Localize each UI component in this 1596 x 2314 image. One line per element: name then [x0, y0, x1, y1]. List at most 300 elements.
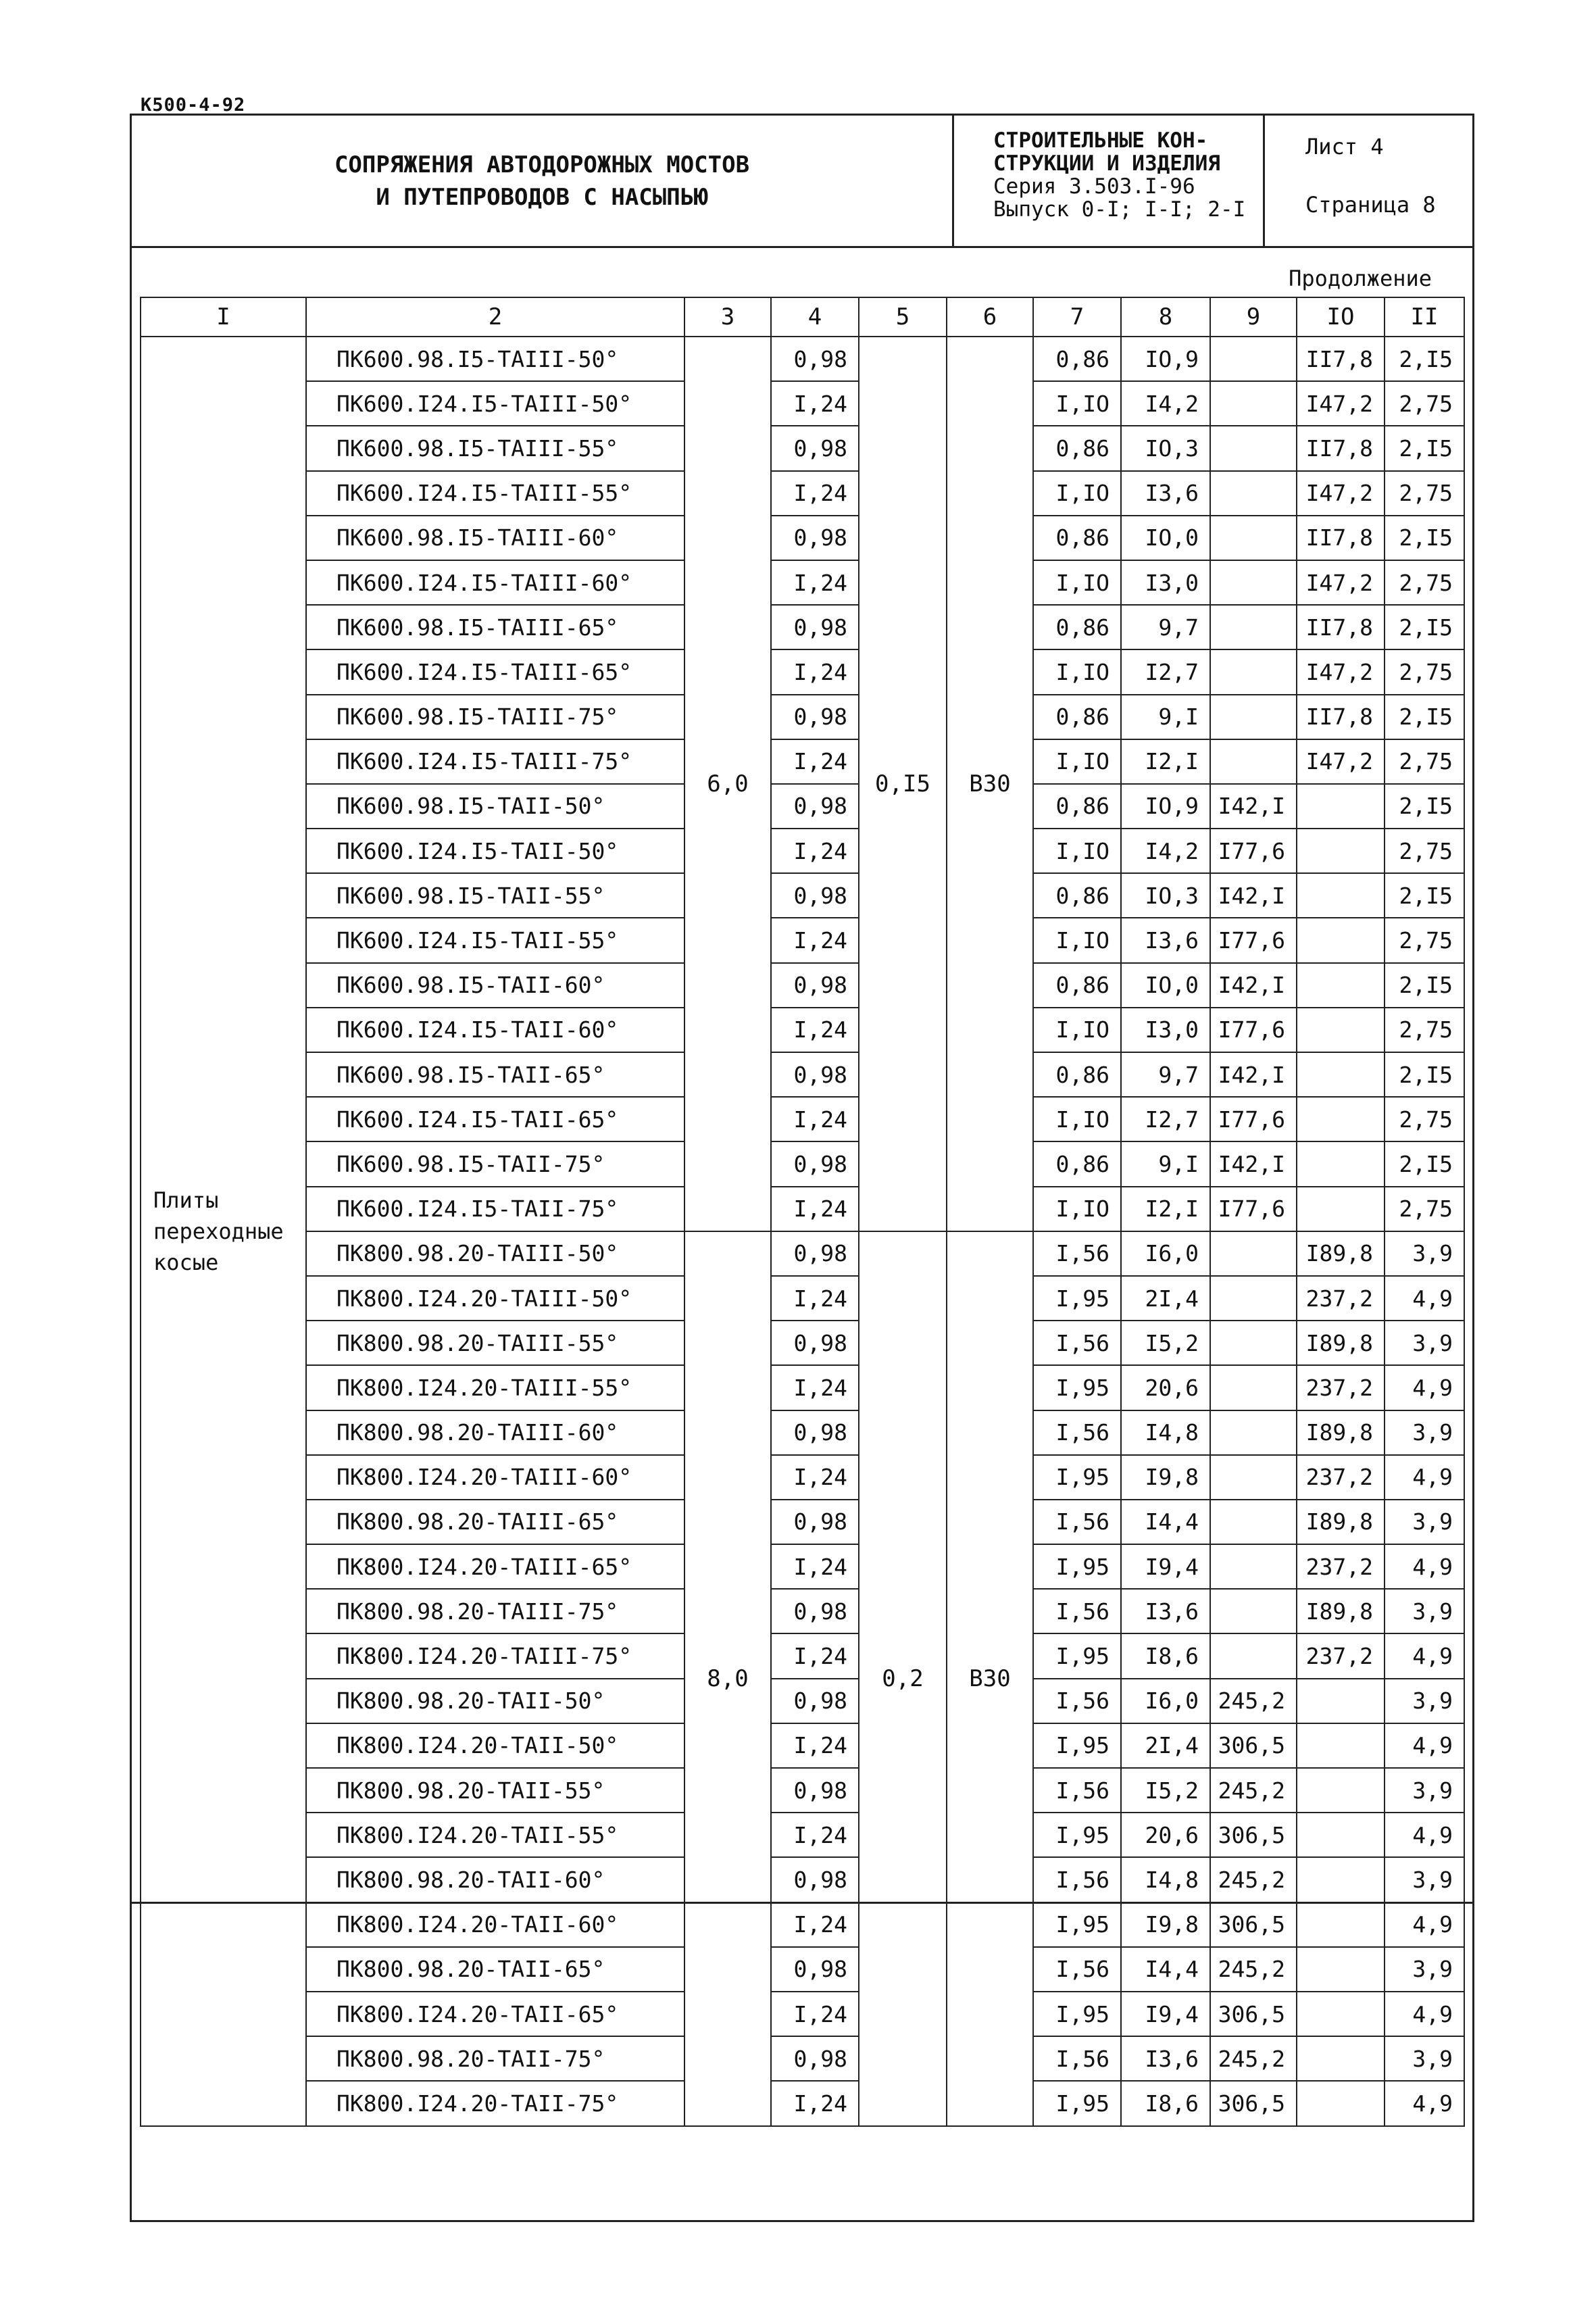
c8-cell: I8,6 [1121, 2081, 1210, 2125]
c9-cell [1210, 516, 1297, 560]
c8-cell: I3,6 [1121, 2036, 1210, 2081]
c11-cell: 3,9 [1385, 1768, 1464, 1813]
c4-cell: I,24 [771, 560, 859, 605]
c4-cell: 0,98 [771, 1410, 859, 1455]
c7-cell: I,IO [1033, 1187, 1121, 1231]
table-row [141, 605, 1464, 649]
mark-cell: ПК800.I24.20-ТАIII-75° [306, 1633, 684, 1678]
c10-cell [1297, 1097, 1385, 1141]
table-row [141, 873, 1464, 918]
c10-cell [1297, 1008, 1385, 1052]
c8-cell: I6,0 [1121, 1231, 1210, 1276]
c10-cell: II7,8 [1297, 426, 1385, 470]
table-row [141, 1544, 1464, 1589]
concrete-class-cell: B30 [947, 1231, 1033, 2126]
c11-cell: 2,I5 [1385, 1141, 1464, 1186]
c8-cell: IO,0 [1121, 963, 1210, 1008]
group-name-line: косые [153, 1249, 219, 1275]
c7-cell: I,56 [1033, 1231, 1121, 1276]
table-row [141, 1321, 1464, 1365]
table-row [141, 337, 1464, 381]
c8-cell: IO,9 [1121, 337, 1210, 381]
c9-cell: I77,6 [1210, 1008, 1297, 1052]
mark-cell: ПК600.98.I5-ТАIII-60° [306, 516, 684, 560]
c10-cell [1297, 1187, 1385, 1231]
c9-cell: I42,I [1210, 1141, 1297, 1186]
slab-length-cell: 8,0 [684, 1231, 771, 2126]
c10-cell: I89,8 [1297, 1589, 1385, 1633]
c9-cell [1210, 1365, 1297, 1410]
c7-cell: 0,86 [1033, 1052, 1121, 1097]
mark-cell: ПК800.98.20-ТАII-50° [306, 1679, 684, 1723]
c11-cell: 2,75 [1385, 739, 1464, 784]
c4-cell: I,24 [771, 1097, 859, 1141]
c7-cell: I,IO [1033, 739, 1121, 784]
mark-cell: ПК800.98.20-ТАIII-50° [306, 1231, 684, 1276]
header-row [141, 297, 1464, 337]
c4-cell: 0,98 [771, 1321, 859, 1365]
c4-cell: 0,98 [771, 1679, 859, 1723]
c8-cell: I9,8 [1121, 1455, 1210, 1500]
c9-cell: I42,I [1210, 1052, 1297, 1097]
document-code: K500-4-92 [141, 95, 246, 116]
c11-cell: 4,9 [1385, 1723, 1464, 1768]
c11-cell: 4,9 [1385, 1633, 1464, 1678]
mark-cell: ПК600.I24.I5-ТАII-50° [306, 829, 684, 873]
c9-cell [1210, 1500, 1297, 1544]
column-header-9: 9 [1210, 297, 1297, 337]
c8-cell: I3,6 [1121, 1589, 1210, 1633]
c7-cell: 0,86 [1033, 963, 1121, 1008]
table-row [141, 1768, 1464, 1813]
table-row [141, 1589, 1464, 1633]
c11-cell: 2,I5 [1385, 605, 1464, 649]
c11-cell: 2,75 [1385, 381, 1464, 426]
c7-cell: 0,86 [1033, 695, 1121, 739]
table-row [141, 1097, 1464, 1141]
c9-cell [1210, 337, 1297, 381]
mark-cell: ПК800.98.20-ТАII-60° [306, 1857, 684, 1902]
table-row [141, 1008, 1464, 1052]
column-header-7: 7 [1033, 297, 1121, 337]
c4-cell: I,24 [771, 829, 859, 873]
c4-cell: 0,98 [771, 1052, 859, 1097]
c4-cell: I,24 [771, 1455, 859, 1500]
c10-cell: I89,8 [1297, 1231, 1385, 1276]
c8-cell: 20,6 [1121, 1365, 1210, 1410]
c8-cell: I9,4 [1121, 1992, 1210, 2036]
c7-cell: I,IO [1033, 560, 1121, 605]
c7-cell: I,IO [1033, 918, 1121, 962]
table-row [141, 1723, 1464, 1768]
c11-cell: 2,75 [1385, 918, 1464, 962]
c8-cell: I9,4 [1121, 1544, 1210, 1589]
c9-cell [1210, 1589, 1297, 1633]
drawing-frame [130, 114, 1474, 2222]
sheet-number: Лист 4 [1305, 134, 1384, 159]
c4-cell: 0,98 [771, 1500, 859, 1544]
c4-cell: 0,98 [771, 1947, 859, 1992]
table-row [141, 381, 1464, 426]
table-row [141, 426, 1464, 470]
c4-cell: 0,98 [771, 695, 859, 739]
c7-cell: I,95 [1033, 1365, 1121, 1410]
c11-cell: 4,9 [1385, 1544, 1464, 1589]
mark-cell: ПК800.I24.20-ТАII-75° [306, 2081, 684, 2125]
c8-cell: 9,I [1121, 1141, 1210, 1186]
c11-cell: 2,I5 [1385, 963, 1464, 1008]
mark-cell: ПК600.I24.I5-ТАII-55° [306, 918, 684, 962]
c7-cell: 0,86 [1033, 873, 1121, 918]
c11-cell: 2,I5 [1385, 426, 1464, 470]
mark-cell: ПК800.I24.20-ТАIII-50° [306, 1276, 684, 1321]
c10-cell: II7,8 [1297, 695, 1385, 739]
group-name-line: переходные [153, 1218, 284, 1244]
mark-cell: ПК600.98.I5-ТАII-65° [306, 1052, 684, 1097]
c9-cell [1210, 1544, 1297, 1589]
c9-cell [1210, 649, 1297, 694]
mark-cell: ПК600.98.I5-ТАII-55° [306, 873, 684, 918]
c9-cell [1210, 1231, 1297, 1276]
table-row [141, 1679, 1464, 1723]
mark-cell: ПК600.98.I5-ТАIII-50° [306, 337, 684, 381]
c10-cell [1297, 784, 1385, 829]
series-line-2: СТРУКЦИИ И ИЗДЕЛИЯ [993, 151, 1220, 176]
c10-cell: II7,8 [1297, 605, 1385, 649]
table-row [141, 963, 1464, 1008]
table-row [141, 1410, 1464, 1455]
c4-cell: 0,98 [771, 516, 859, 560]
c4-cell: 0,98 [771, 605, 859, 649]
c7-cell: I,56 [1033, 1857, 1121, 1902]
page-number: Страница 8 [1305, 192, 1436, 218]
c7-cell: I,56 [1033, 1410, 1121, 1455]
title-block [132, 116, 1472, 248]
c10-cell [1297, 1813, 1385, 1857]
c11-cell: 3,9 [1385, 1321, 1464, 1365]
table-row [141, 1187, 1464, 1231]
c9-cell: I77,6 [1210, 1097, 1297, 1141]
table-row [141, 918, 1464, 962]
c8-cell: I2,7 [1121, 1097, 1210, 1141]
mark-cell: ПК600.I24.I5-ТАIII-50° [306, 381, 684, 426]
table-row [141, 695, 1464, 739]
mark-cell: ПК800.98.20-ТАIII-65° [306, 1500, 684, 1544]
c10-cell: I47,2 [1297, 739, 1385, 784]
mark-cell: ПК800.98.20-ТАII-65° [306, 1947, 684, 1992]
c10-cell: II7,8 [1297, 516, 1385, 560]
c4-cell: I,24 [771, 1365, 859, 1410]
table-row [141, 1500, 1464, 1544]
c7-cell: I,IO [1033, 1097, 1121, 1141]
c10-cell [1297, 1679, 1385, 1723]
c10-cell [1297, 918, 1385, 962]
c8-cell: 20,6 [1121, 1813, 1210, 1857]
c7-cell: 0,86 [1033, 337, 1121, 381]
c8-cell: I5,2 [1121, 1321, 1210, 1365]
c8-cell: 9,I [1121, 695, 1210, 739]
c8-cell: 9,7 [1121, 605, 1210, 649]
table-row [141, 1455, 1464, 1500]
table-row [141, 1813, 1464, 1857]
c9-cell [1210, 1410, 1297, 1455]
c7-cell: I,95 [1033, 1633, 1121, 1678]
title-line-1: СОПРЯЖЕНИЯ АВТОДОРОЖНЫХ МОСТОВ [334, 151, 750, 178]
table-row [141, 1141, 1464, 1186]
c8-cell: I4,4 [1121, 1500, 1210, 1544]
title-line-2: И ПУТЕПРОВОДОВ С НАСЫПЬЮ [376, 183, 708, 211]
c4-cell: I,24 [771, 649, 859, 694]
c11-cell: 3,9 [1385, 1679, 1464, 1723]
c8-cell: I9,8 [1121, 1902, 1210, 1947]
mark-cell: ПК800.98.20-ТАIII-60° [306, 1410, 684, 1455]
c11-cell: 3,9 [1385, 1857, 1464, 1902]
c9-cell [1210, 739, 1297, 784]
thickness-cell: 0,I5 [859, 337, 947, 1231]
c4-cell: I,24 [771, 381, 859, 426]
c4-cell: I,24 [771, 1187, 859, 1231]
column-header-10: IO [1297, 297, 1385, 337]
table-row [141, 1052, 1464, 1097]
c9-cell [1210, 381, 1297, 426]
c9-cell: 245,2 [1210, 1947, 1297, 1992]
table-row [141, 1633, 1464, 1678]
c8-cell: I2,I [1121, 739, 1210, 784]
c4-cell: 0,98 [771, 426, 859, 470]
mark-cell: ПК800.I24.20-ТАIII-60° [306, 1455, 684, 1500]
c11-cell: 2,75 [1385, 1097, 1464, 1141]
c9-cell [1210, 605, 1297, 649]
c8-cell: I4,2 [1121, 829, 1210, 873]
c10-cell: I89,8 [1297, 1500, 1385, 1544]
mark-cell: ПК800.I24.20-ТАII-60° [306, 1902, 684, 1947]
c11-cell: 2,75 [1385, 471, 1464, 516]
c11-cell: 3,9 [1385, 1589, 1464, 1633]
column-header-4: 4 [771, 297, 859, 337]
c4-cell: 0,98 [771, 963, 859, 1008]
series-block [954, 116, 1265, 246]
c7-cell: 0,86 [1033, 1141, 1121, 1186]
c10-cell: I47,2 [1297, 560, 1385, 605]
column-header-5: 5 [859, 297, 947, 337]
mark-cell: ПК600.98.I5-ТАII-60° [306, 963, 684, 1008]
c10-cell: 237,2 [1297, 1365, 1385, 1410]
c8-cell: 2I,4 [1121, 1276, 1210, 1321]
series-line-1: СТРОИТЕЛЬНЫЕ КОН- [993, 128, 1208, 153]
mark-cell: ПК600.I24.I5-ТАIII-60° [306, 560, 684, 605]
c11-cell: 3,9 [1385, 2036, 1464, 2081]
c10-cell: II7,8 [1297, 337, 1385, 381]
table-row [141, 471, 1464, 516]
group-name-cell [141, 337, 306, 2126]
c7-cell: I,95 [1033, 1992, 1121, 2036]
c10-cell: I89,8 [1297, 1410, 1385, 1455]
c9-cell [1210, 1633, 1297, 1678]
c7-cell: I,IO [1033, 1008, 1121, 1052]
c4-cell: I,24 [771, 1008, 859, 1052]
mark-cell: ПК600.98.I5-ТАIII-75° [306, 695, 684, 739]
c8-cell: I2,7 [1121, 649, 1210, 694]
c9-cell: I77,6 [1210, 1187, 1297, 1231]
c8-cell: I3,6 [1121, 918, 1210, 962]
c10-cell [1297, 1857, 1385, 1902]
mark-cell: ПК600.I24.I5-ТАII-60° [306, 1008, 684, 1052]
c8-cell: I6,0 [1121, 1679, 1210, 1723]
table-row [141, 1231, 1464, 1276]
c11-cell: 2,I5 [1385, 873, 1464, 918]
mark-cell: ПК800.98.20-ТАIII-55° [306, 1321, 684, 1365]
mark-cell: ПК800.I24.20-ТАII-55° [306, 1813, 684, 1857]
c11-cell: 3,9 [1385, 1231, 1464, 1276]
c11-cell: 4,9 [1385, 1902, 1464, 1947]
c7-cell: I,56 [1033, 2036, 1121, 2081]
group-name-line: Плиты [153, 1187, 219, 1213]
c10-cell: 237,2 [1297, 1455, 1385, 1500]
c4-cell: 0,98 [771, 1857, 859, 1902]
c4-cell: 0,98 [771, 2036, 859, 2081]
c11-cell: 4,9 [1385, 1813, 1464, 1857]
table-row [141, 516, 1464, 560]
c11-cell: 2,75 [1385, 1187, 1464, 1231]
c7-cell: I,95 [1033, 1276, 1121, 1321]
c10-cell: 237,2 [1297, 1544, 1385, 1589]
c9-cell: I42,I [1210, 784, 1297, 829]
c10-cell [1297, 1141, 1385, 1186]
blank-area [132, 1902, 1472, 2220]
table-row [141, 784, 1464, 829]
mark-cell: ПК600.I24.I5-ТАIII-65° [306, 649, 684, 694]
c9-cell: I77,6 [1210, 829, 1297, 873]
mark-cell: ПК800.I24.20-ТАIII-55° [306, 1365, 684, 1410]
table-row [141, 1857, 1464, 1902]
c4-cell: I,24 [771, 1992, 859, 2036]
c8-cell: I4,2 [1121, 381, 1210, 426]
c10-cell: 237,2 [1297, 1276, 1385, 1321]
c10-cell: I47,2 [1297, 471, 1385, 516]
c7-cell: 0,86 [1033, 516, 1121, 560]
c8-cell: I2,I [1121, 1187, 1210, 1231]
c4-cell: 0,98 [771, 784, 859, 829]
c9-cell [1210, 1276, 1297, 1321]
sheet-block [1265, 116, 1472, 246]
c10-cell: I89,8 [1297, 1321, 1385, 1365]
c4-cell: I,24 [771, 471, 859, 516]
c7-cell: I,56 [1033, 1947, 1121, 1992]
mark-cell: ПК600.I24.I5-ТАIII-75° [306, 739, 684, 784]
c10-cell [1297, 873, 1385, 918]
column-header-6: 6 [947, 297, 1033, 337]
c7-cell: I,56 [1033, 1679, 1121, 1723]
continuation-label: Продолжение [1289, 266, 1432, 291]
c10-cell [1297, 1768, 1385, 1813]
c4-cell: 0,98 [771, 1231, 859, 1276]
table-row [141, 739, 1464, 784]
table-row [141, 829, 1464, 873]
mark-cell: ПК800.98.20-ТАII-55° [306, 1768, 684, 1813]
c8-cell: IO,0 [1121, 516, 1210, 560]
c11-cell: 2,I5 [1385, 516, 1464, 560]
series-line-4: Выпуск 0-I; I-I; 2-I [993, 197, 1246, 222]
c4-cell: I,24 [771, 2081, 859, 2125]
c9-cell: 306,5 [1210, 1723, 1297, 1768]
c7-cell: I,95 [1033, 1723, 1121, 1768]
table-row [141, 1365, 1464, 1410]
c10-cell [1297, 1052, 1385, 1097]
c9-cell [1210, 695, 1297, 739]
c11-cell: 3,9 [1385, 1947, 1464, 1992]
c11-cell: 2,I5 [1385, 784, 1464, 829]
c7-cell: 0,86 [1033, 605, 1121, 649]
c9-cell: 306,5 [1210, 1902, 1297, 1947]
c11-cell: 2,I5 [1385, 695, 1464, 739]
concrete-class-cell: B30 [947, 337, 1033, 1231]
c8-cell: I4,8 [1121, 1857, 1210, 1902]
c10-cell: 237,2 [1297, 1633, 1385, 1678]
c11-cell: 3,9 [1385, 1410, 1464, 1455]
c8-cell: I3,0 [1121, 1008, 1210, 1052]
c8-cell: I3,6 [1121, 471, 1210, 516]
c7-cell: I,IO [1033, 381, 1121, 426]
c9-cell: 306,5 [1210, 1813, 1297, 1857]
c4-cell: I,24 [771, 1544, 859, 1589]
c9-cell: 245,2 [1210, 2036, 1297, 2081]
thickness-cell: 0,2 [859, 1231, 947, 2126]
c9-cell: 306,5 [1210, 1992, 1297, 2036]
c9-cell: I77,6 [1210, 918, 1297, 962]
c8-cell: I4,8 [1121, 1410, 1210, 1455]
column-header-11: II [1385, 297, 1464, 337]
c7-cell: I,IO [1033, 829, 1121, 873]
mark-cell: ПК600.98.I5-ТАIII-65° [306, 605, 684, 649]
c9-cell: 306,5 [1210, 2081, 1297, 2125]
c9-cell [1210, 1455, 1297, 1500]
c11-cell: 4,9 [1385, 1276, 1464, 1321]
c4-cell: 0,98 [771, 337, 859, 381]
c11-cell: 4,9 [1385, 2081, 1464, 2125]
c4-cell: 0,98 [771, 1589, 859, 1633]
c9-cell: 245,2 [1210, 1679, 1297, 1723]
c4-cell: I,24 [771, 918, 859, 962]
c7-cell: 0,86 [1033, 426, 1121, 470]
c11-cell: 4,9 [1385, 1365, 1464, 1410]
column-header-8: 8 [1121, 297, 1210, 337]
c8-cell: I8,6 [1121, 1633, 1210, 1678]
c4-cell: 0,98 [771, 873, 859, 918]
c9-cell: 245,2 [1210, 1768, 1297, 1813]
c10-cell [1297, 963, 1385, 1008]
table-row [141, 649, 1464, 694]
c7-cell: I,95 [1033, 2081, 1121, 2125]
c9-cell [1210, 560, 1297, 605]
c7-cell: I,IO [1033, 471, 1121, 516]
c7-cell: I,95 [1033, 1813, 1121, 1857]
c11-cell: 2,75 [1385, 1008, 1464, 1052]
c7-cell: I,95 [1033, 1544, 1121, 1589]
c11-cell: 4,9 [1385, 1455, 1464, 1500]
series-line-3: Серия 3.503.I-96 [993, 174, 1195, 199]
mark-cell: ПК800.I24.20-ТАII-65° [306, 1992, 684, 2036]
mark-cell: ПК800.I24.20-ТАIII-65° [306, 1544, 684, 1589]
document-title [132, 116, 954, 246]
column-header-1: I [141, 297, 306, 337]
c9-cell [1210, 1321, 1297, 1365]
c7-cell: I,95 [1033, 1455, 1121, 1500]
c7-cell: I,56 [1033, 1589, 1121, 1633]
c10-cell: I47,2 [1297, 649, 1385, 694]
c10-cell [1297, 1723, 1385, 1768]
c7-cell: I,IO [1033, 649, 1121, 694]
c8-cell: I5,2 [1121, 1768, 1210, 1813]
